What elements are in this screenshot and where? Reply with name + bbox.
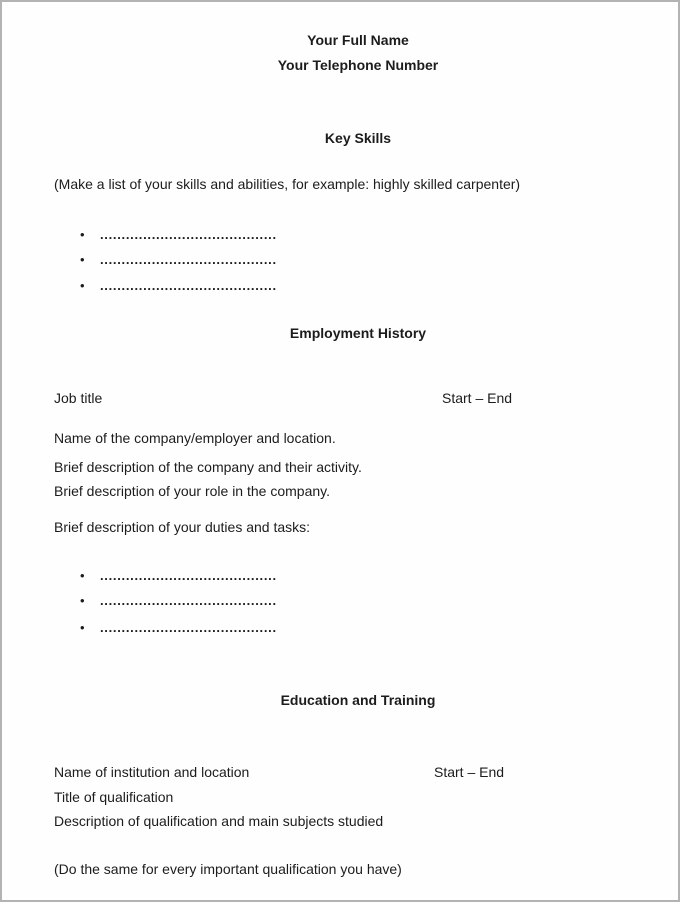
duties-bullet-1: [80, 569, 277, 584]
dotted-fill-line: .........................................: [100, 278, 277, 293]
key-skills-bullet-1: [80, 228, 277, 243]
company-name-placeholder: Name of the company/employer and location.: [54, 430, 336, 446]
dotted-fill-line: .........................................: [100, 593, 277, 608]
dotted-fill-line: .........................................: [100, 620, 277, 635]
dotted-fill-line: .........................................: [100, 252, 277, 267]
education-training-heading: Education and Training: [280, 692, 436, 708]
key-skills-intro: (Make a list of your skills and abilities, for example: highly skilled carpenter): [54, 176, 521, 192]
bullet-icon: •: [80, 620, 85, 635]
institution-placeholder: Name of institution and location: [54, 764, 250, 780]
qualification-title-placeholder: Title of qualification: [54, 789, 174, 805]
company-description-placeholder: Brief description of the company and their activity.: [54, 459, 362, 475]
key-skills-heading: Key Skills: [324, 130, 392, 146]
employment-history-heading: Employment History: [289, 325, 427, 341]
role-description-placeholder: Brief description of your role in the company.: [54, 483, 330, 499]
bullet-icon: •: [80, 227, 85, 242]
education-note: (Do the same for every important qualification you have): [54, 861, 402, 877]
bullet-icon: •: [80, 278, 85, 293]
telephone-placeholder: Your Telephone Number: [277, 57, 439, 73]
full-name-placeholder: Your Full Name: [307, 32, 409, 48]
education-date-range: Start – End: [434, 764, 505, 780]
dotted-fill-line: .........................................: [100, 227, 277, 242]
key-skills-bullet-3: [80, 279, 277, 294]
key-skills-bullet-2: [80, 253, 277, 268]
job-title-placeholder: Job title: [54, 390, 103, 406]
duties-label: Brief description of your duties and tasks:: [54, 519, 311, 535]
bullet-icon: •: [80, 593, 85, 608]
qualification-description-placeholder: Description of qualification and main subjects studied: [54, 813, 384, 829]
employment-date-range: Start – End: [442, 390, 513, 406]
dotted-fill-line: .........................................: [100, 568, 277, 583]
bullet-icon: •: [80, 252, 85, 267]
bullet-icon: •: [80, 568, 85, 583]
duties-bullet-2: [80, 594, 277, 609]
duties-bullet-3: [80, 621, 277, 636]
